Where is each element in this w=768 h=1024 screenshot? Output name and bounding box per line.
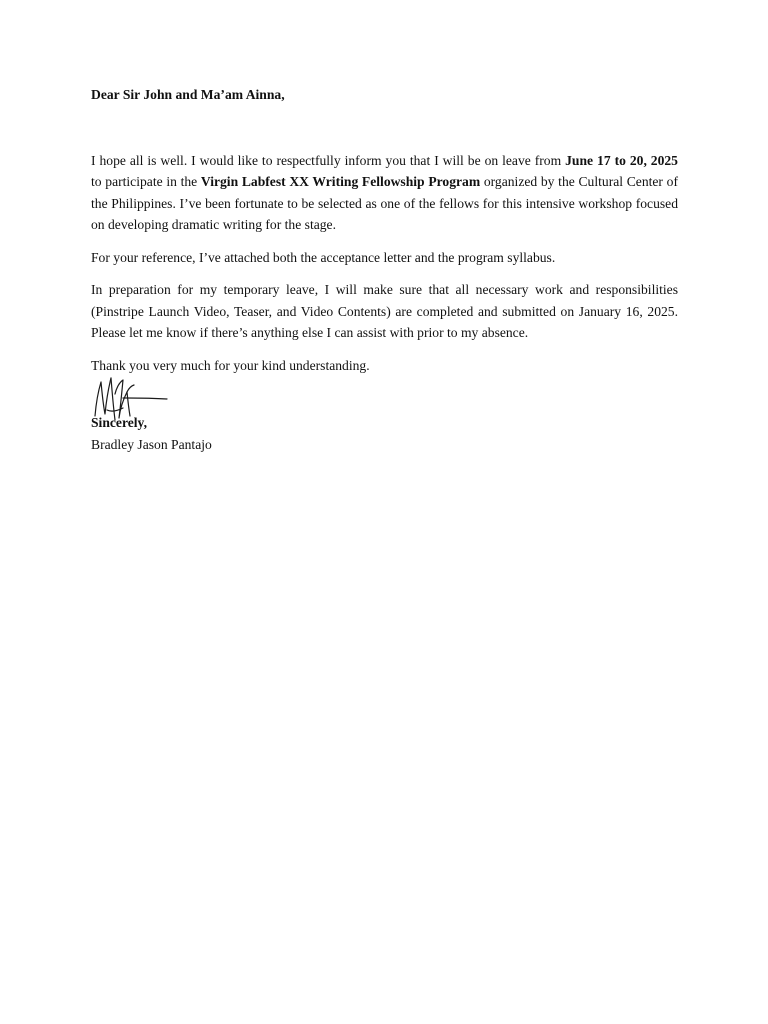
sign-off: Sincerely, — [91, 415, 148, 430]
thank-you-line: Thank you very much for your kind understanding. — [91, 357, 370, 373]
paragraph-text: organized by the Cultural Center of the Philippines. I’ve been fortunate to be selected as one of the fellows for this intensive workshop focused on developing dramatic writing for the stage. — [91, 174, 678, 232]
sender-name: Bradley Jason Pantajo — [91, 436, 212, 452]
paragraph-text: to participate in the — [91, 174, 201, 189]
paragraph-leave-notice — [91, 150, 678, 236]
paragraph-preparation: In preparation for my temporary leave, I will make sure that all necessary work and responsibilities (Pinstripe Launch Video, Teaser, and Video Contents) are completed and submitted on January 16, 2025. Please let me know if there’s anything else I can assist with prior to my absence. — [91, 282, 678, 340]
paragraph-text: I hope all is well. I would like to respectfully inform you that I will be on leave from — [91, 152, 566, 168]
paragraph-attachments: For your reference, I’ve attached both the acceptance letter and the program syllabus. — [91, 249, 556, 265]
spacer — [91, 106, 678, 150]
leave-dates: June 17 to 20, 2025 — [565, 152, 678, 168]
program-name: Virgin Labfest XX Writing Fellowship Program — [200, 174, 481, 189]
salutation: Dear Sir John and Ma’am Ainna, — [91, 87, 285, 102]
letter-body — [91, 84, 678, 455]
